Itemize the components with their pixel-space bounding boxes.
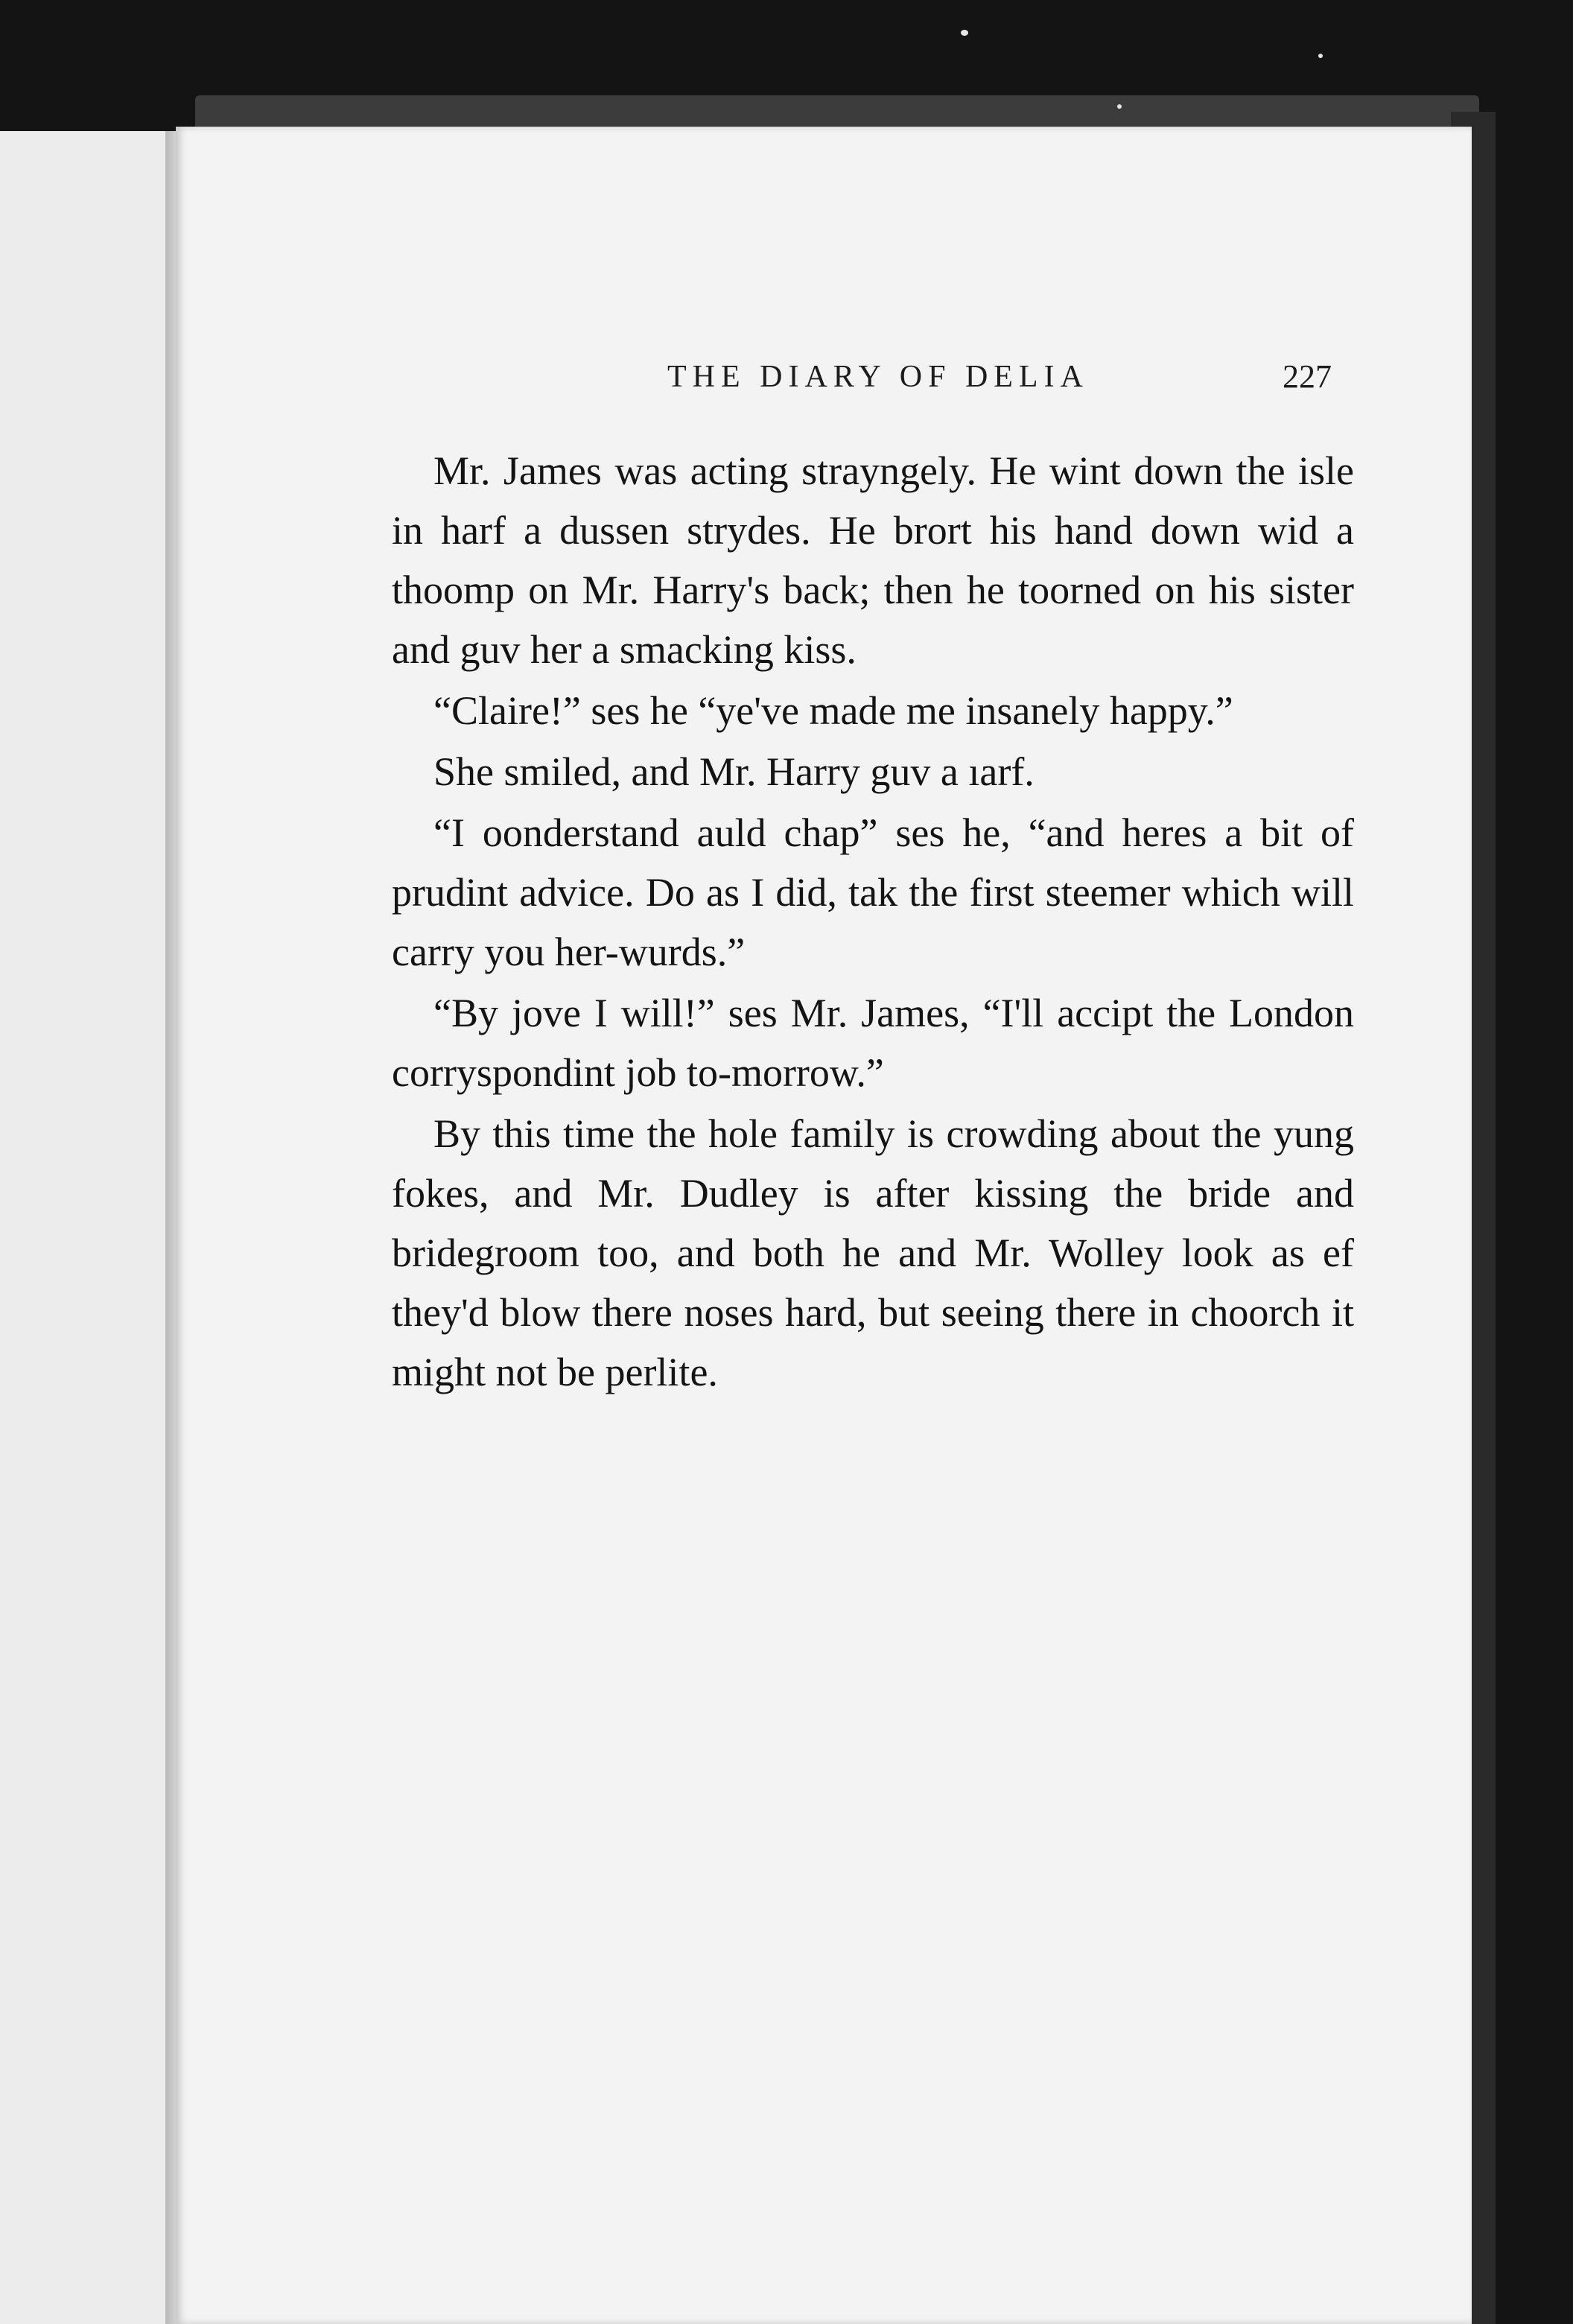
paragraph: She smiled, and Mr. Harry guv a ıarf. [433,749,1035,794]
paragraph: “I oonderstand auld chap” ses he, “and heres a bit of prudint advice. Do as I did, tak the first steemer which will carry you her-wurds.” [392,810,1354,974]
scan-speck [1318,54,1323,58]
left-page [0,131,167,2324]
page-number: 227 [1283,358,1332,395]
paragraph: By this time the hole family is crowding about the yung fokes, and Mr. Dudley is after kissing the bride and bridegroom too, and both he and Mr. Wolley look as ef they'd blow there noses hard, but seeing there in choorch it might not be perlite. [392,1111,1354,1394]
paragraph: “By jove I will!” ses Mr. James, “I'll accipt the London corryspondint job to-morrow.” [392,991,1354,1095]
scan-speck [961,30,968,36]
scan-speck [1117,104,1122,109]
right-page [176,127,1472,2324]
running-head: THE DIARY OF DELIA [667,360,1089,394]
paragraph: “Claire!” ses he “ye've made me insanely happy.” [433,688,1233,733]
body-text [392,441,1354,1403]
paragraph: Mr. James was acting strayngely. He wint down the isle in harf a dussen strydes. He brort his hand down wid a thoomp on Mr. Harry's back; then he toorned on his sister and guv her a smacking kiss. [392,448,1354,672]
